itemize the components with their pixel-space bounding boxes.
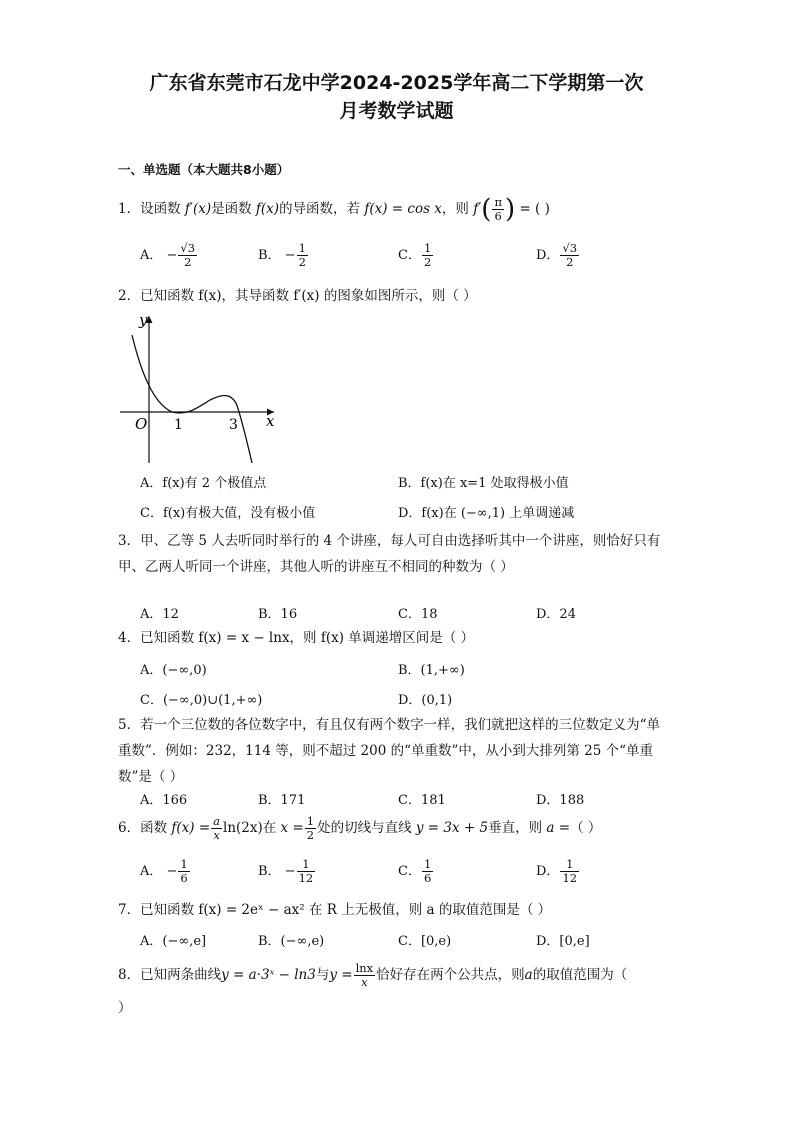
q8-text: 已知两条曲线 xyxy=(140,967,222,983)
option-d[interactable]: D．188 xyxy=(536,793,585,808)
option-b[interactable]: B． − $\frac{1}{2}$ xyxy=(258,241,306,269)
q1-pi-over-6: $\frac{\pi}{6}$ xyxy=(494,195,502,223)
option-a[interactable]: A．166 xyxy=(140,793,188,808)
option-b[interactable]: B．16 xyxy=(258,607,298,622)
q1-text: 的导函数，若 xyxy=(279,201,361,217)
q8-y-eq: y = xyxy=(329,967,353,983)
q1-derivative-eval: f′ xyxy=(473,201,482,217)
question-6 xyxy=(118,815,601,842)
q6-x-eq: x = xyxy=(280,820,304,836)
option-a[interactable]: A．(−∞,0) xyxy=(140,663,207,678)
q8-curve1: y = a·3ˣ − ln3 xyxy=(221,967,316,983)
option-d[interactable]: D．(0,1) xyxy=(398,693,453,708)
q6-text: 在 xyxy=(262,820,277,836)
option-d[interactable]: D． $\frac{√3}{2}$ xyxy=(536,241,578,269)
option-a[interactable]: A． − $\frac{√3}{2}$ xyxy=(140,241,196,269)
q6-text: 函数 xyxy=(140,820,168,836)
x-label: x xyxy=(266,412,275,430)
option-b[interactable]: B．(−∞,e) xyxy=(258,934,325,949)
option-c[interactable]: C．[0,e) xyxy=(398,934,452,949)
q8-text: 恰好存在两个公共点，则 xyxy=(376,967,525,983)
option-b[interactable]: B．(1,+∞) xyxy=(398,663,465,678)
q6-ln: ln(2x) xyxy=(223,820,263,836)
q1-equation: f(x) = cos x xyxy=(364,201,442,217)
q8-text: 的取值范围为（ xyxy=(532,967,628,983)
q1-text: 设函数 xyxy=(140,201,181,217)
q6-text: 处的切线与直线 xyxy=(317,820,412,836)
q6-text: 垂直，则 xyxy=(488,820,543,836)
option-c[interactable]: C．181 xyxy=(398,793,446,808)
q6-answer-blank: （ ） xyxy=(570,820,602,836)
q1-text: ，则 xyxy=(441,201,469,217)
q6-a-over-x: $\frac{a}{x}$ xyxy=(213,814,220,842)
derivative-graph xyxy=(112,308,282,468)
option-a[interactable]: A．(−∞,e] xyxy=(140,934,207,949)
option-d[interactable]: D．f(x)在 (−∞,1) 上单调递减 xyxy=(398,506,575,521)
q1-derivative: f′(x) xyxy=(184,201,212,217)
derivative-curve xyxy=(132,335,252,463)
option-d[interactable]: D．24 xyxy=(536,607,576,622)
q6-num: 6． xyxy=(118,820,141,836)
option-c[interactable]: C． $\frac{1}{6}$ xyxy=(398,857,432,885)
q6-a-eq: a = xyxy=(546,820,571,836)
y-label: y xyxy=(139,311,148,329)
tick-label-1: 1 xyxy=(174,417,183,433)
page-title-line2: 月考数学试题 xyxy=(339,100,454,122)
question-4: 4．已知函数 f(x) = x − lnx，则 f(x) 单调递增区间是（ ） xyxy=(118,630,475,646)
q6-line: y = 3x + 5 xyxy=(415,820,489,836)
q1-num: 1． xyxy=(118,201,141,217)
option-b[interactable]: B． − $\frac{1}{12}$ xyxy=(258,857,314,885)
page-title-line1: 广东省东莞市石龙中学2024-2025学年高二下学期第一次 xyxy=(149,72,644,94)
tick-label-3: 3 xyxy=(229,417,238,433)
q1-answer-blank: = ( ) xyxy=(519,201,550,217)
option-d[interactable]: D． $\frac{1}{12}$ xyxy=(536,857,578,885)
q6-half: $\frac{1}{2}$ xyxy=(306,814,315,842)
option-d[interactable]: D．[0,e] xyxy=(536,934,590,949)
question-7: 7．已知函数 f(x) = 2eˣ − ax² 在 R 上无极值，则 a 的取值范围是（ ） xyxy=(118,902,552,918)
q6-function: f(x) = xyxy=(171,820,211,836)
question-5: 5．若一个三位数的各位数字中，有且仅有两个数字一样，我们就把这样的三位数定义为“单重数”．例如：232，114 等，则不超过 200 的“单重数”中，从小到大排列第 25 个“单重数”是（ ） xyxy=(118,717,660,785)
option-c[interactable]: C．(−∞,0)∪(1,+∞) xyxy=(140,693,263,708)
question-2: 2．已知函数 f(x)，其导函数 f′(x) 的图象如图所示，则（ ） xyxy=(118,288,477,304)
q8-a: a xyxy=(524,967,533,983)
origin-label: O xyxy=(135,415,148,433)
option-c[interactable]: C．f(x)有极大值，没有极小值 xyxy=(140,506,316,521)
option-c[interactable]: C． $\frac{1}{2}$ xyxy=(398,241,432,269)
q8-num: 8． xyxy=(118,967,141,983)
question-1: 1．设函数 f′(x)是函数 f(x)的导函数，若 f(x) = cos x，则 f′( $\frac{\pi}{6}$ ) = ( ) xyxy=(118,194,550,225)
option-a[interactable]: A． − $\frac{1}{6}$ xyxy=(140,857,188,885)
q8-lnx-over-x: $\frac{\ln x}{x}$ xyxy=(355,961,374,989)
q8-text: 与 xyxy=(315,967,330,983)
section-header: 一、单选题（本大题共8小题） xyxy=(118,162,290,177)
option-b[interactable]: B．171 xyxy=(258,793,306,808)
question-3: 3．甲、乙等 5 人去听同时举行的 4 个讲座，每人可自由选择听其中一个讲座，则恰好只有甲、乙两人听同一个讲座，其他人听的讲座互不相同的种数为（ ） xyxy=(118,533,661,575)
q1-function: f(x) xyxy=(255,201,280,217)
option-b[interactable]: B．f(x)在 x=1 处取得极小值 xyxy=(398,476,569,491)
option-a[interactable]: A．f(x)有 2 个极值点 xyxy=(140,476,267,491)
question-8 xyxy=(118,962,627,989)
option-c[interactable]: C．18 xyxy=(398,607,438,622)
q8-close-paren: ） xyxy=(118,1000,132,1016)
q1-text: 是函数 xyxy=(211,201,252,217)
option-a[interactable]: A．12 xyxy=(140,607,179,622)
